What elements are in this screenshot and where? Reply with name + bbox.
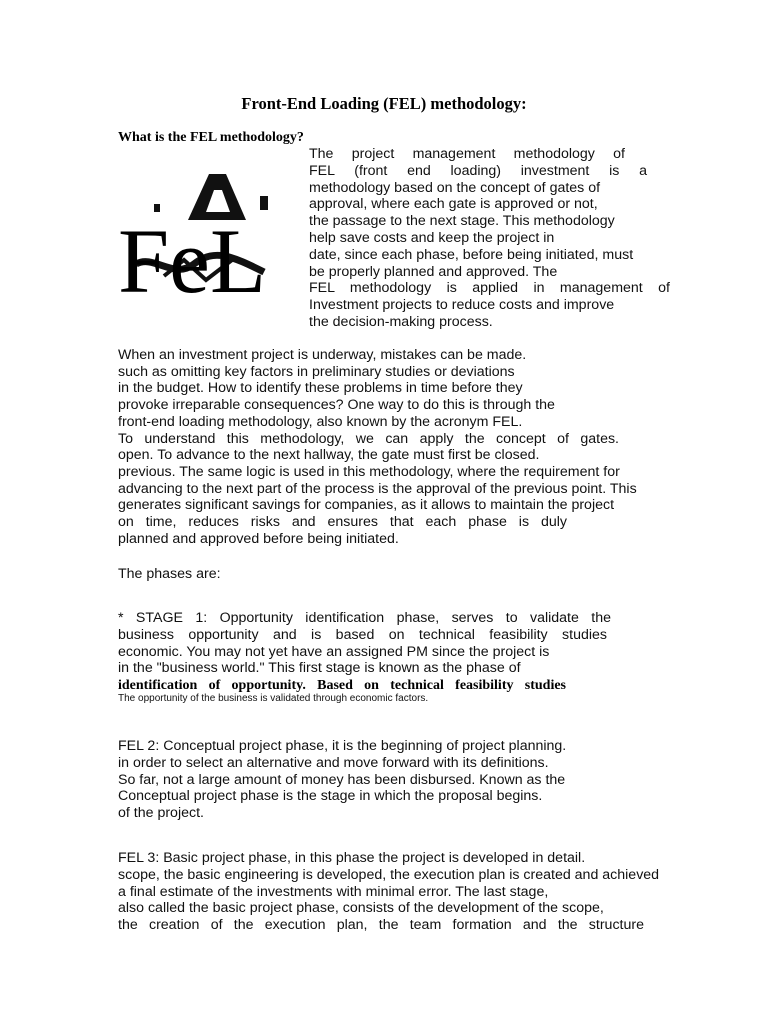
text-line: in the "business world." This first stage is known as the phase of [118, 660, 521, 677]
text-line: be properly planned and approved. The [309, 263, 558, 280]
text-line: FEL methodology is applied in management of [309, 280, 670, 297]
text-line: When an investment project is underway, mistakes can be made. [118, 347, 527, 363]
text-line: The project management methodology of [309, 146, 625, 162]
text-line: advancing to the next part of the process is the approval of the previous point. This [118, 480, 637, 497]
text-line: identification of opportunity. Based on technical feasibility studies [118, 678, 566, 694]
text-line: a final estimate of the investments with minimal error. The last stage, [118, 883, 549, 900]
text-line: Investment projects to reduce costs and improve [309, 297, 615, 314]
text-line: * STAGE 1: Opportunity identification phase, serves to validate the [118, 610, 611, 626]
text-line: on time, reduces risks and ensures that each phase is duly [118, 514, 567, 530]
text-line: of the project. [118, 805, 204, 822]
text-line: methodology based on the concept of gates of [309, 179, 601, 196]
phases-heading: The phases are: [118, 566, 221, 582]
section-heading: What is the FEL methodology? [118, 130, 304, 145]
page-title: Front-End Loading (FEL) methodology: [241, 94, 527, 113]
text-line: date, since each phase, before being initiated, must [309, 246, 634, 263]
text-line: the creation of the execution plan, the team formation and the structure [118, 917, 644, 934]
text-line: the passage to the next stage. This methodology [309, 213, 615, 230]
text-line: help save costs and keep the project in [309, 230, 555, 246]
fel-logo-icon [114, 168, 284, 300]
text-line: open. To advance to the next hallway, the gate must first be closed. [118, 447, 540, 464]
text-line: in order to select an alternative and move forward with its definitions. [118, 754, 549, 771]
text-line: approval, where each gate is approved or not, [309, 196, 598, 213]
text-line: the decision-making process. [309, 314, 493, 330]
text-line: previous. The same logic is used in this methodology, where the requirement for [118, 463, 620, 480]
text-line: business opportunity and is based on technical feasibility studies [118, 626, 607, 643]
text-line: FEL 3: Basic project phase, in this phase the project is developed in detail. [118, 850, 586, 866]
text-line: in the budget. How to identify these problems in time before they [118, 380, 523, 397]
text-line: Conceptual project phase is the stage in which the proposal begins. [118, 788, 543, 805]
text-line: FEL (front end loading) investment is a [309, 162, 647, 179]
text-line: such as omitting key factors in preliminary studies or deviations [118, 363, 515, 380]
text-line: generates significant savings for companies, as it allows to maintain the project [118, 497, 615, 514]
fel-logo-graphic [114, 168, 284, 300]
text-line: scope, the basic engineering is developed, the execution plan is created and achieved [118, 866, 660, 883]
text-line: To understand this methodology, we can apply the concept of gates. [118, 430, 619, 447]
text-line: The opportunity of the business is validated through economic factors. [118, 693, 429, 704]
logo-text: FeL [118, 210, 267, 300]
text-line: also called the basic project phase, consists of the development of the scope, [118, 900, 604, 917]
text-line: FEL 2: Conceptual project phase, it is the beginning of project planning. [118, 738, 567, 754]
text-line: front-end loading methodology, also known by the acronym FEL. [118, 413, 523, 430]
text-line: planned and approved before being initiated. [118, 530, 399, 547]
text-line: So far, not a large amount of money has been disbursed. Known as the [118, 771, 566, 788]
text-line: economic. You may not yet have an assigned PM since the project is [118, 643, 550, 660]
text-line: provoke irreparable consequences? One way to do this is through the [118, 397, 555, 414]
